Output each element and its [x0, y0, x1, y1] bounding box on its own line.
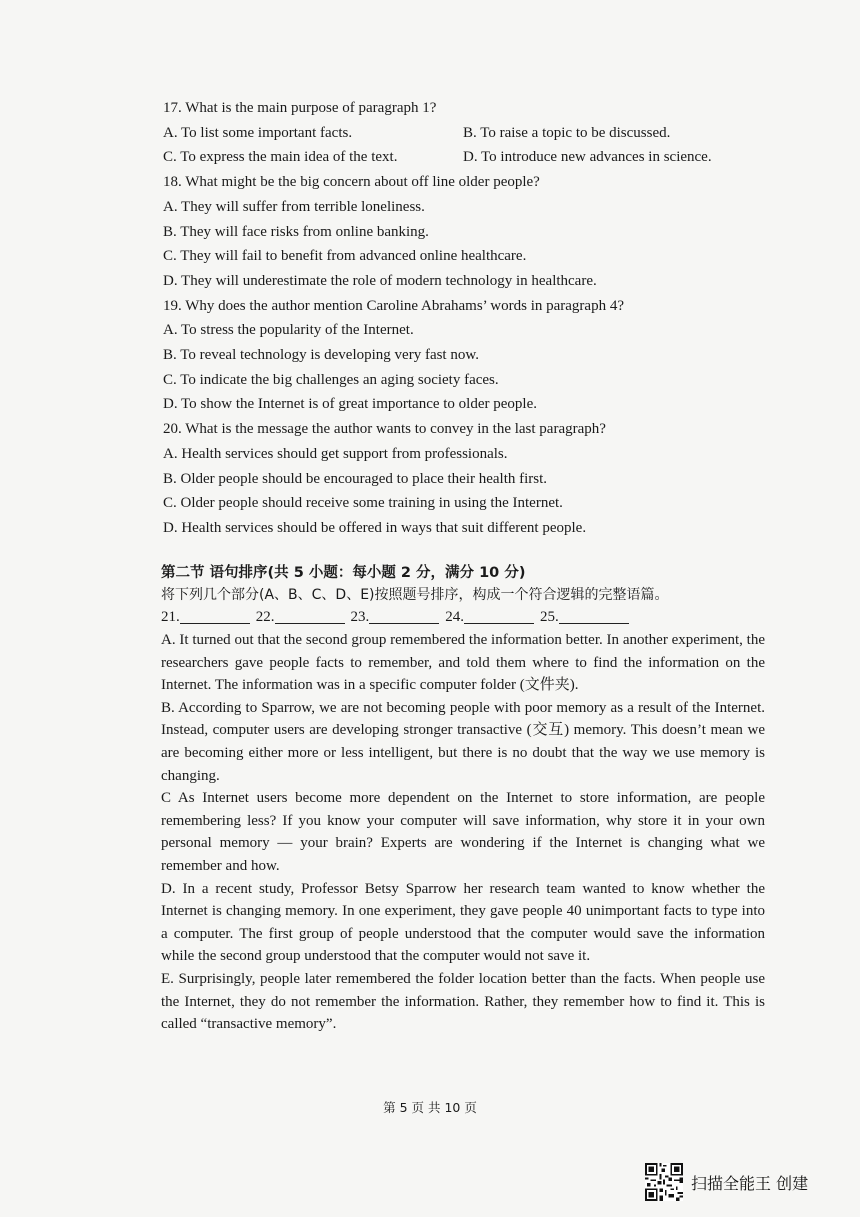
question-17-option-b: B. To raise a topic to be discussed.	[463, 124, 671, 141]
reading-questions	[163, 96, 763, 541]
question-17-option-c: C. To express the main idea of the text.	[163, 149, 398, 166]
question-19-option-a: A. To stress the popularity of the Internet.	[163, 322, 414, 339]
question-19-option-d: D. To show the Internet is of great importance to older people.	[163, 396, 537, 413]
blank-23-line[interactable]	[369, 606, 439, 624]
question-17-option-a: A. To list some important facts.	[163, 124, 353, 141]
blank-21[interactable]	[161, 606, 250, 628]
blank-21-line[interactable]	[180, 606, 250, 624]
answer-blanks	[161, 606, 765, 628]
blank-24[interactable]	[445, 606, 534, 628]
question-20-option-a: A. Health services should get support from professionals.	[163, 445, 508, 462]
blank-23-label: 23.	[350, 609, 370, 625]
paragraph-d: D. In a recent study, Professor Betsy Sparrow her research team wanted to know whether the Internet is changing memory. In one experiment, they gave people 40 unimportant facts to type into a computer. The first group of people understood that the computer would save the information while the second group understood that the computer would not save it.	[161, 880, 765, 965]
question-20-stem: 20. What is the message the author wants to convey in the last paragraph?	[163, 421, 606, 438]
question-19-stem: 19. Why does the author mention Caroline Abrahams’ words in paragraph 4?	[163, 297, 624, 314]
blank-21-label: 21.	[161, 609, 180, 625]
blank-25-line[interactable]	[559, 606, 629, 624]
question-18-option-c: C. They will fail to benefit from advanced online healthcare.	[163, 248, 527, 265]
question-18-stem: 18. What might be the big concern about off line older people?	[163, 174, 540, 191]
question-17-stem: 17. What is the main purpose of paragraph 1?	[163, 100, 437, 116]
question-18-option-d: D. They will underestimate the role of modern technology in healthcare.	[163, 272, 597, 289]
blank-22-line[interactable]	[275, 606, 345, 624]
blank-22-label: 22.	[255, 609, 275, 625]
blank-23[interactable]	[351, 606, 440, 628]
question-17-options-row-1	[163, 121, 763, 146]
section-2-instruction: 将下列几个部分(A、B、C、D、E)按照题号排序，构成一个符合逻辑的完整语篇。	[161, 587, 669, 603]
blank-25-label: 25.	[540, 609, 559, 625]
question-20-option-c: C. Older people should receive some training in using the Internet.	[163, 495, 563, 512]
blank-25[interactable]	[540, 606, 629, 628]
section-2-title: 第二节 语句排序(共 5 小题：每小题 2 分，满分 10 分)	[161, 565, 526, 581]
qr-code-icon	[645, 1163, 683, 1201]
blank-24-label: 24.	[445, 609, 464, 625]
question-17-option-d: D. To introduce new advances in science.	[463, 149, 712, 166]
paragraph-a: A. It turned out that the second group remembered the information better. In another experiment, the researchers gave people facts to remember, and told them where to find the information on the Internet. The information was in a specific computer folder (文件夹).	[161, 632, 765, 694]
paragraph-c: C As Internet users become more dependent on the Internet to store information, are people remembering less? If you know your computer will save information, why store it in your own personal memory — your brain? Experts are wondering if the Internet is changing what we remember and how.	[161, 790, 765, 874]
blank-24-line[interactable]	[464, 606, 534, 624]
watermark-text: 扫描全能王 创建	[691, 1173, 809, 1193]
paragraph-b: B. According to Sparrow, we are not becoming people with poor memory as a result of the Internet. Instead, computer users are developing stronger transactive (交互) memory. This doesn’t mean we are becoming either more or less intelligent, but there is no doubt that the way we use memory is changing.	[161, 699, 765, 784]
scanner-watermark	[645, 1163, 808, 1201]
question-17-options-row-2	[163, 145, 763, 170]
question-19-option-b: B. To reveal technology is developing very fast now.	[163, 347, 479, 364]
question-20-option-b: B. Older people should be encouraged to place their health first.	[163, 470, 548, 487]
question-18-option-a: A. They will suffer from terrible loneliness.	[163, 198, 425, 215]
question-19-option-c: C. To indicate the big challenges an aging society faces.	[163, 371, 499, 388]
paragraph-e: E. Surprisingly, people later remembered the folder location better than the facts. When people use the Internet, they do not remember the information. Rather, they remember how to find it. This is called “transactive memory”.	[161, 970, 765, 1033]
question-18-option-b: B. They will face risks from online banking.	[163, 223, 429, 240]
section-2	[161, 562, 765, 1036]
blank-22[interactable]	[256, 606, 345, 628]
page-number: 第 5 页 共 10 页	[383, 1100, 477, 1115]
question-20-option-d: D. Health services should be offered in ways that suit different people.	[163, 519, 587, 536]
